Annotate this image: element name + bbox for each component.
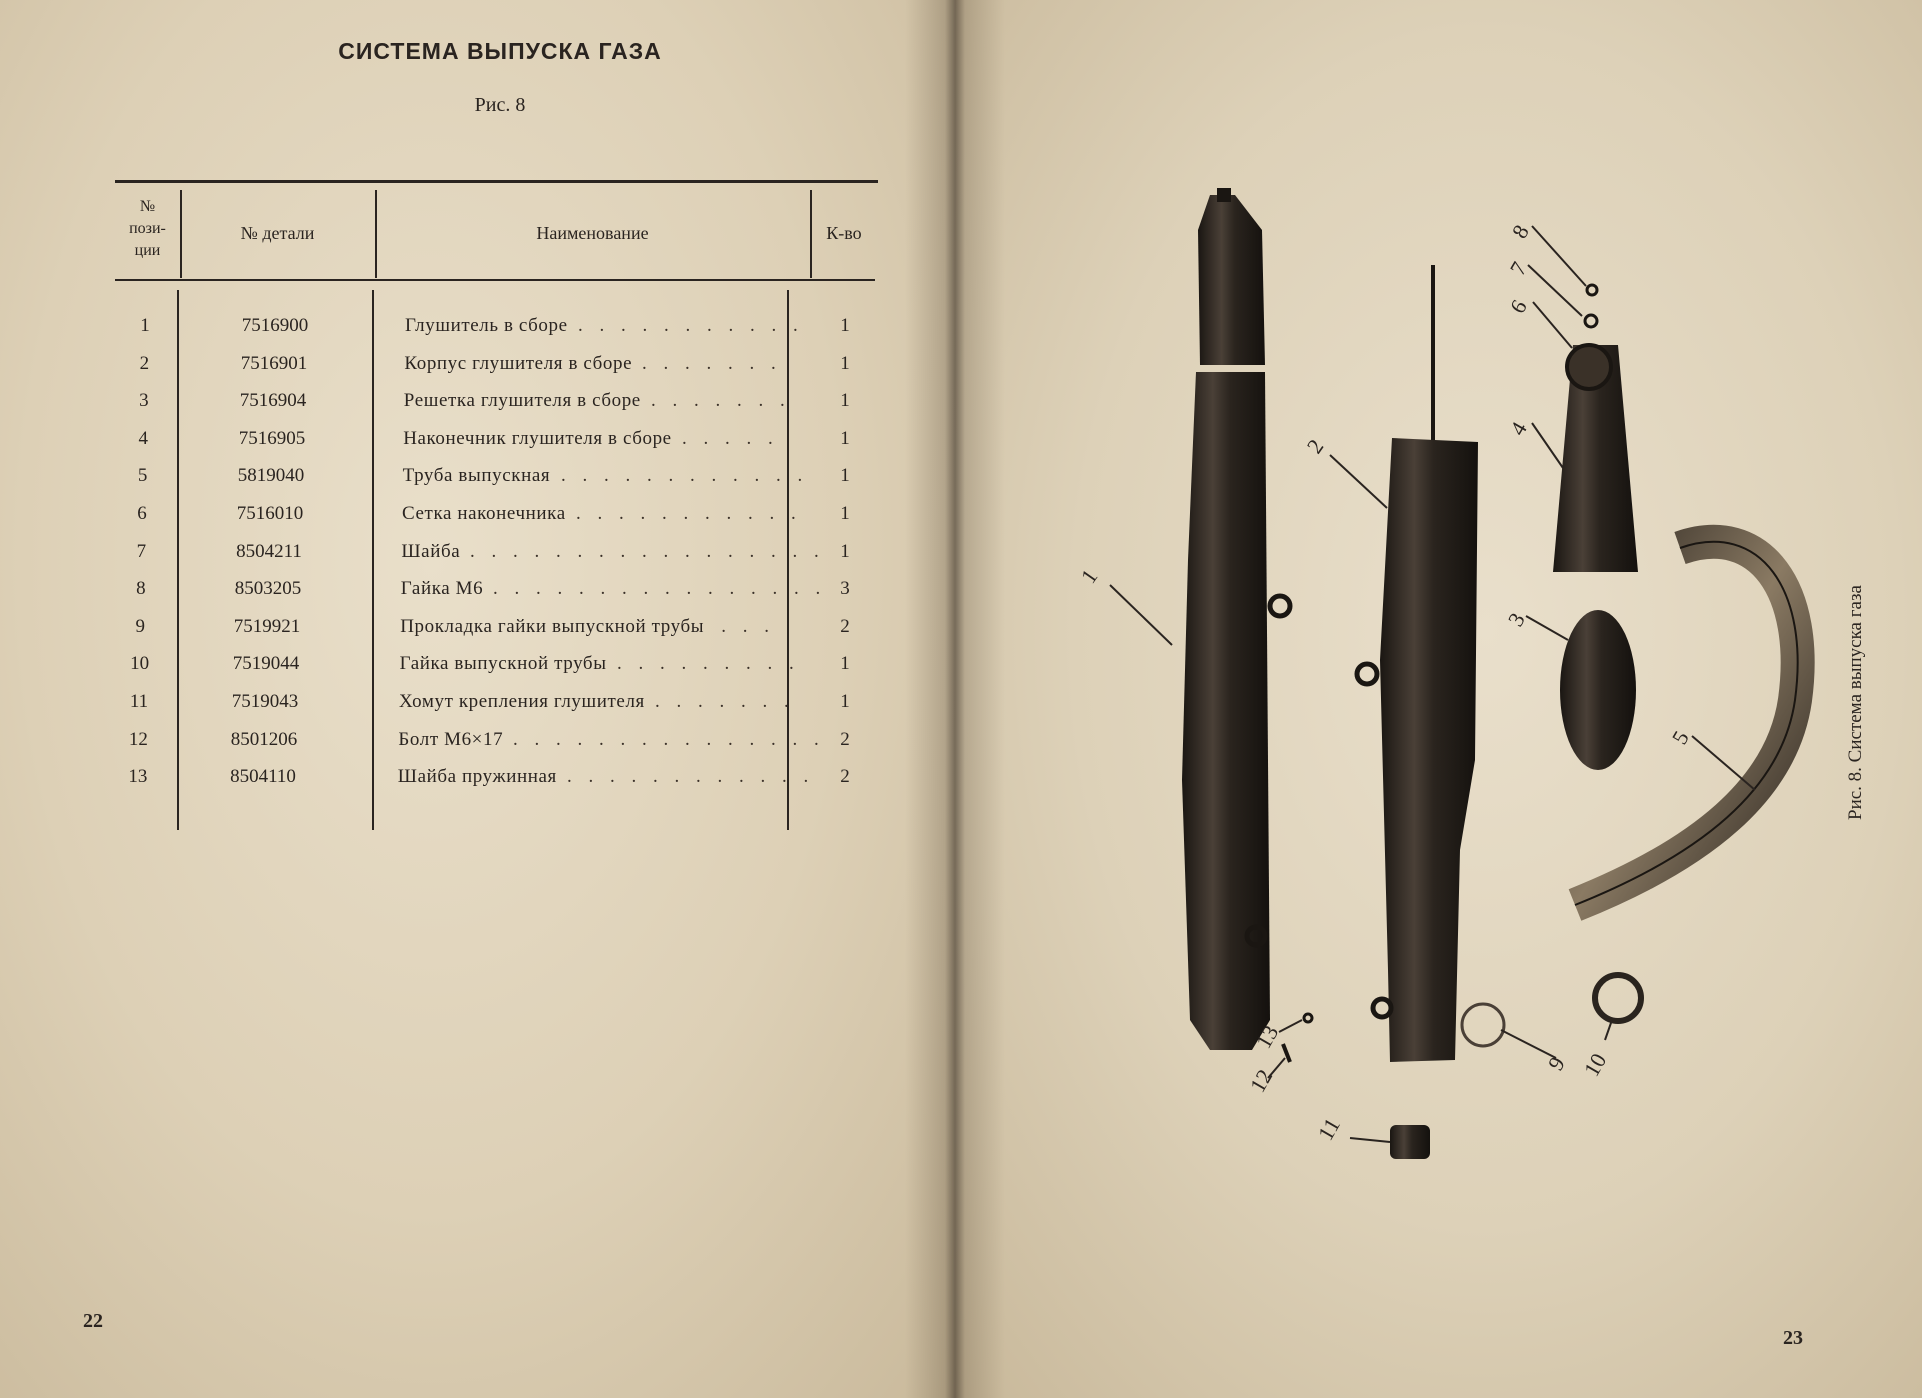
row-name: Наконечник глушителя в сборе: [403, 427, 672, 449]
row-part-number: 8501206: [230, 728, 298, 750]
row-quantity: 1: [840, 540, 850, 562]
nut-m6-part: [1587, 285, 1597, 295]
muffler-grid-part: [1560, 610, 1636, 770]
row-part-number: 7516901: [240, 352, 308, 374]
header-position-line-3: ции: [134, 242, 161, 259]
row-quantity: 1: [840, 352, 850, 374]
callout-11: 11: [1312, 1113, 1345, 1145]
callout-5: 5: [1666, 726, 1694, 749]
tip-mesh-part: [1567, 345, 1611, 389]
row-position: 5: [137, 465, 148, 487]
table-row: [115, 691, 878, 727]
row-quantity: 1: [840, 427, 850, 449]
callout-3: 3: [1502, 608, 1530, 631]
row-quantity: 3: [840, 578, 850, 600]
row-leader-dots: . . . . . . . . . . . .: [567, 766, 815, 788]
row-name: Глушитель в сборе: [405, 315, 568, 336]
page-number-left: 22: [83, 1310, 103, 1332]
washer-part: [1585, 315, 1597, 327]
row-name: Болт М6×17: [398, 728, 504, 750]
row-leader-dots: . . . . . . . . . . .: [576, 503, 802, 524]
table-row: [115, 390, 878, 426]
row-leader-dots: . . . . . . .: [642, 352, 782, 374]
row-position: 8: [136, 578, 146, 600]
exhaust-system-drawing: [955, 0, 1922, 1398]
row-quantity: 2: [840, 728, 850, 750]
callout-4: 4: [1504, 417, 1532, 440]
table-row: [115, 766, 878, 802]
row-part-number: 7516900: [241, 315, 309, 336]
callout-10: 10: [1578, 1048, 1612, 1081]
row-leader-dots: . . . . . . .: [651, 390, 791, 412]
row-part-number: 7516904: [239, 390, 307, 412]
callout-13: 13: [1250, 1020, 1284, 1053]
row-leader-dots: . . . . . . . . .: [617, 653, 800, 675]
header-name: Наименование: [536, 223, 649, 243]
spring-washer-part: [1304, 1014, 1312, 1022]
row-part-number: 7519921: [233, 615, 301, 637]
row-position: 3: [139, 390, 149, 412]
table-row: [115, 616, 878, 652]
row-leader-dots: . . . . . . . . . . .: [578, 315, 804, 336]
table-row: [115, 541, 878, 577]
page-number-right: 23: [1783, 1327, 1803, 1349]
table-row: [115, 729, 878, 765]
callout-2: 2: [1301, 434, 1329, 458]
row-leader-dots: . . . . . . . . . . . . . . . . .: [470, 540, 825, 562]
row-position: 9: [135, 615, 145, 637]
header-position-line-2: пози-: [129, 220, 166, 237]
page-title: СИСТЕМА ВЫПУСКА ГАЗА: [338, 38, 662, 64]
row-name: Шайба пружинная: [397, 766, 557, 788]
row-leader-dots: . . . . . . . . . . . . . . . .: [493, 578, 827, 600]
muffler-assembly-part: [1182, 188, 1290, 1050]
row-part-number: 7516010: [236, 503, 304, 524]
callout-8: 8: [1506, 220, 1534, 243]
header-position: [115, 196, 180, 262]
row-quantity: 1: [840, 653, 850, 675]
row-name: Шайба: [401, 540, 461, 562]
table-row: [115, 465, 878, 501]
row-quantity: 1: [840, 691, 850, 712]
row-leader-dots: . . . . . . . . . . . .: [561, 465, 809, 487]
table-row: [115, 315, 878, 351]
row-quantity: 2: [840, 766, 850, 788]
row-part-number: 8504110: [230, 766, 296, 788]
row-quantity: 1: [840, 315, 850, 336]
row-leader-dots: . . .: [721, 615, 775, 637]
row-position: 13: [128, 766, 148, 788]
row-position: 12: [128, 728, 148, 750]
row-position: 7: [136, 540, 147, 562]
table-row: [115, 428, 878, 464]
clamp-part: [1390, 1125, 1430, 1159]
row-position: 6: [137, 503, 147, 524]
table-top-rule: [115, 180, 878, 183]
row-position: 4: [138, 427, 148, 449]
row-part-number: 8503205: [234, 578, 302, 600]
row-name: Хомут крепления глушителя: [399, 691, 645, 712]
header-part-number: № детали: [240, 223, 315, 243]
row-name: Сетка наконечника: [402, 503, 566, 524]
row-name: Гайка выпускной трубы: [399, 653, 607, 675]
callout-6: 6: [1504, 295, 1532, 318]
callout-1: 1: [1075, 564, 1103, 588]
muffler-body-part: [1357, 265, 1478, 1062]
table-row: [115, 578, 878, 614]
row-quantity: 1: [840, 465, 850, 487]
callout-12: 12: [1244, 1064, 1278, 1097]
parts-table: [115, 180, 878, 830]
callout-7: 7: [1504, 257, 1532, 280]
row-name: Труба выпускная: [402, 465, 551, 487]
row-name: Прокладка гайки выпускной трубы: [400, 615, 705, 637]
row-leader-dots: . . . . .: [682, 427, 779, 449]
row-leader-dots: . . . . . . .: [655, 691, 795, 712]
row-name: Решетка глушителя в сборе: [403, 390, 641, 412]
table-row: [115, 653, 878, 689]
figure-caption: Рис. 8. Система выпуска газа: [1845, 585, 1866, 820]
gasket-part: [1462, 1004, 1504, 1046]
row-part-number: 7516905: [238, 427, 306, 449]
header-position-line-1: №: [139, 198, 156, 215]
row-part-number: 7519044: [232, 653, 300, 675]
row-position: 2: [139, 352, 150, 374]
table-row: [115, 503, 878, 539]
header-quantity: К-во: [826, 223, 862, 243]
pipe-nut-part: [1595, 975, 1641, 1021]
row-position: 1: [140, 315, 150, 336]
figure-reference: Рис. 8: [474, 94, 526, 116]
row-part-number: 8504211: [236, 540, 302, 562]
row-name: Корпус глушителя в сборе: [404, 352, 633, 374]
row-leader-dots: . . . . . . . . . . . . . . .: [513, 728, 825, 750]
table-header-rule: [115, 279, 875, 281]
row-quantity: 1: [840, 390, 850, 412]
row-part-number: 5819040: [237, 465, 305, 487]
row-position: 10: [130, 653, 150, 675]
row-name: Гайка М6: [400, 578, 484, 600]
row-part-number: 7519043: [231, 691, 299, 712]
table-row: [115, 353, 878, 389]
callout-9: 9: [1542, 1052, 1570, 1075]
row-position: 11: [129, 691, 149, 712]
row-quantity: 2: [840, 615, 850, 637]
row-quantity: 1: [840, 503, 850, 524]
